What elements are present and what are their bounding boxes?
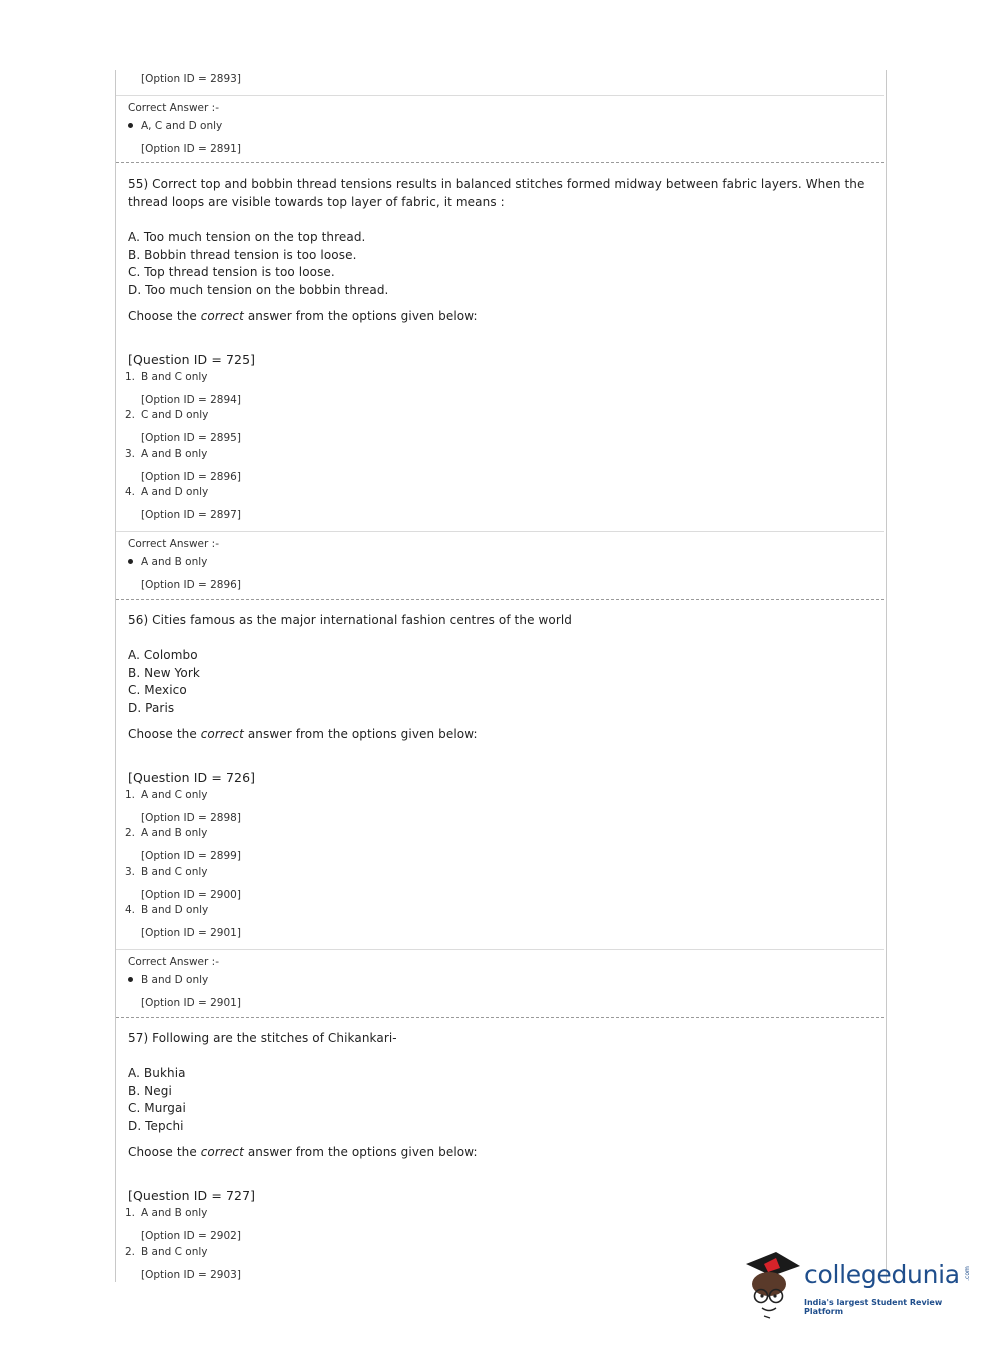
- option-2: 2. C and D only: [125, 409, 209, 421]
- option-1: 1. A and B only: [125, 1207, 208, 1219]
- option-2: 2. B and C only: [125, 1246, 208, 1258]
- bullet-icon: [128, 977, 133, 982]
- statement-a: A. Bukhia: [128, 1066, 186, 1080]
- option-4: 4. B and D only: [125, 904, 209, 916]
- correct-answer-value: A, C and D only: [128, 120, 222, 132]
- statement-a: A. Colombo: [128, 648, 198, 662]
- choose-instruction: Choose the correct answer from the options given below:: [128, 1145, 478, 1159]
- option-id: [Option ID = 2894]: [141, 394, 241, 406]
- option-id: [Option ID = 2893]: [141, 73, 241, 85]
- option-id: [Option ID = 2902]: [141, 1230, 241, 1242]
- correct-option-id: [Option ID = 2901]: [141, 997, 241, 1009]
- mascot-icon: [742, 1250, 804, 1320]
- logo-tagline: India's largest Student Review Platform: [804, 1298, 943, 1316]
- option-id: [Option ID = 2896]: [141, 471, 241, 483]
- statement-d: D. Paris: [128, 701, 175, 715]
- correct-answer-value: A and B only: [128, 556, 207, 568]
- option-4: 4. A and D only: [125, 486, 209, 498]
- statement-a: A. Too much tension on the top thread.: [128, 230, 366, 244]
- option-id: [Option ID = 2901]: [141, 927, 241, 939]
- correct-option-id: [Option ID = 2891]: [141, 143, 241, 155]
- logo-wordmark: collegedunia: [804, 1260, 960, 1289]
- option-3: 3. A and B only: [125, 448, 208, 460]
- question-stem-line2: thread loops are visible towards top layer of fabric, it means :: [128, 195, 505, 209]
- correct-option-id: [Option ID = 2896]: [141, 579, 241, 591]
- correct-answer-label: Correct Answer :-: [128, 102, 219, 114]
- question-id: [Question ID = 726]: [128, 770, 256, 785]
- question-separator: [116, 1017, 884, 1018]
- question-stem: 57) Following are the stitches of Chikankari-: [128, 1031, 397, 1045]
- statement-b: B. New York: [128, 666, 200, 680]
- question-id: [Question ID = 725]: [128, 352, 256, 367]
- correct-answer-value: B and D only: [128, 974, 208, 986]
- statement-c: C. Mexico: [128, 683, 187, 697]
- option-1: 1. B and C only: [125, 371, 208, 383]
- choose-instruction: Choose the correct answer from the options given below:: [128, 727, 478, 741]
- question-stem: 55) Correct top and bobbin thread tensions results in balanced stitches formed midway between fabric layers. When the: [128, 177, 865, 191]
- correct-answer-label: Correct Answer :-: [128, 538, 219, 550]
- bullet-icon: [128, 123, 133, 128]
- statement-b: B. Bobbin thread tension is too loose.: [128, 248, 357, 262]
- statement-d: D. Too much tension on the bobbin thread.: [128, 283, 389, 297]
- option-id: [Option ID = 2903]: [141, 1269, 241, 1281]
- option-id: [Option ID = 2899]: [141, 850, 241, 862]
- question-stem: 56) Cities famous as the major international fashion centres of the world: [128, 613, 573, 627]
- option-id: [Option ID = 2898]: [141, 812, 241, 824]
- option-id: [Option ID = 2900]: [141, 889, 241, 901]
- divider: [116, 949, 884, 950]
- bullet-icon: [128, 559, 133, 564]
- option-2: 2. A and B only: [125, 827, 208, 839]
- logo-suffix: .com: [963, 1266, 971, 1281]
- correct-answer-label: Correct Answer :-: [128, 956, 219, 968]
- statement-b: B. Negi: [128, 1084, 172, 1098]
- statement-c: C. Murgai: [128, 1101, 186, 1115]
- question-id: [Question ID = 727]: [128, 1188, 256, 1203]
- choose-instruction: Choose the correct answer from the options given below:: [128, 309, 478, 323]
- option-1: 1. A and C only: [125, 789, 208, 801]
- statement-d: D. Tepchi: [128, 1119, 184, 1133]
- divider: [116, 95, 884, 96]
- question-separator: [116, 599, 884, 600]
- divider: [116, 531, 884, 532]
- option-id: [Option ID = 2897]: [141, 509, 241, 521]
- statement-c: C. Top thread tension is too loose.: [128, 265, 335, 279]
- question-separator: [116, 162, 884, 163]
- option-id: [Option ID = 2895]: [141, 432, 241, 444]
- option-3: 3. B and C only: [125, 866, 208, 878]
- collegedunia-logo: [742, 1250, 982, 1320]
